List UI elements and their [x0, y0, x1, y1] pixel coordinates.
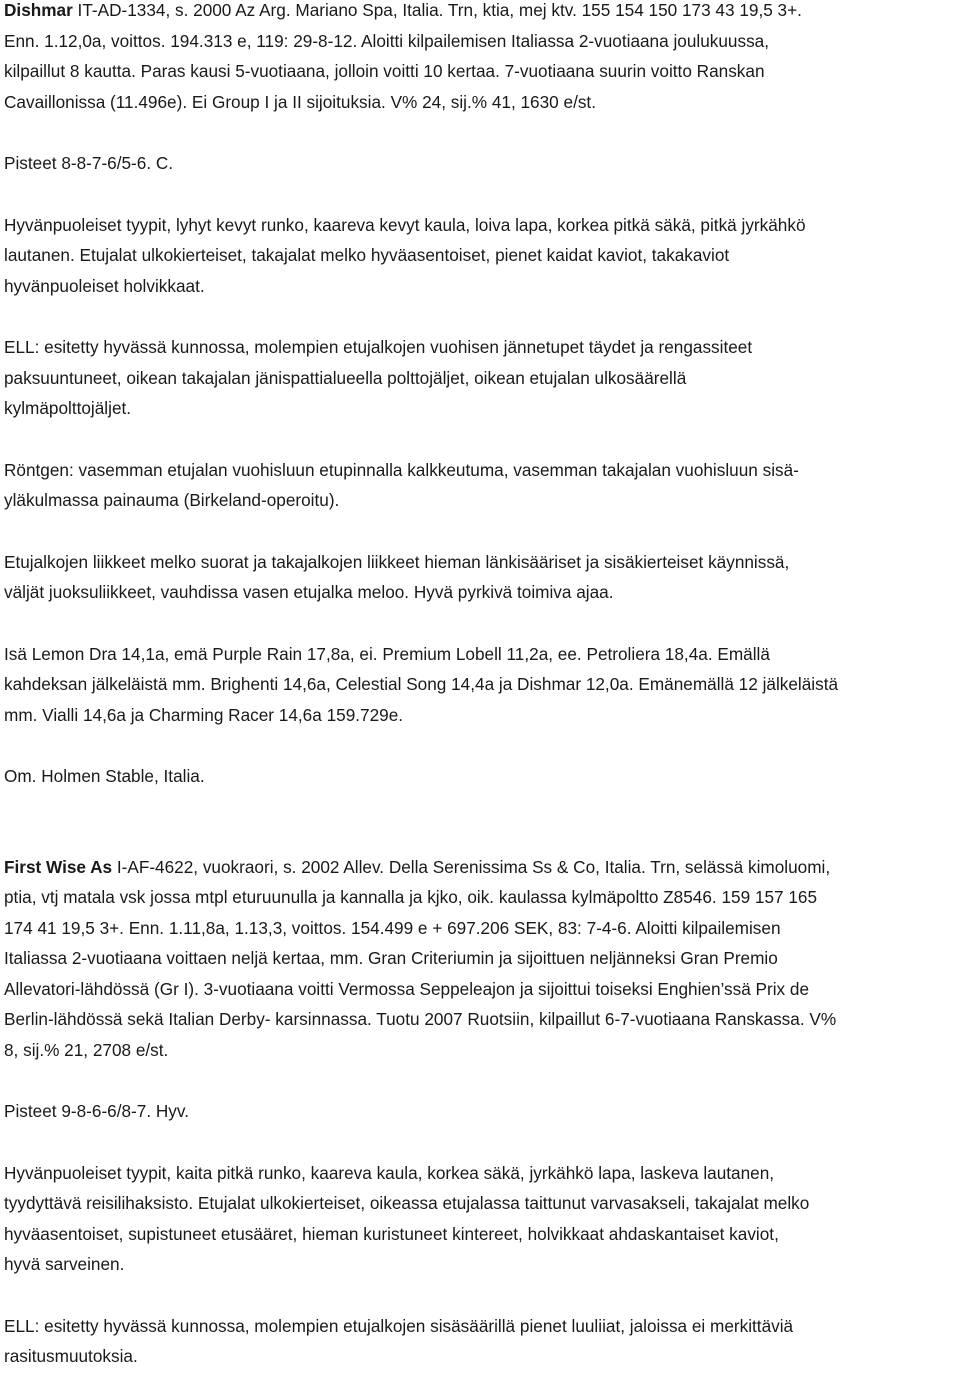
- horse2-intro-line: First Wise As I-AF-4622, vuokraori, s. 2002 Allev. Della Serenissima Ss & Co, Italia. Trn, selässä kimoluomi,: [4, 856, 831, 877]
- horse2-intro: First Wise As I-AF-4622, vuokraori, s. 2002 Allev. Della Serenissima Ss & Co, Italia. Trn, selässä kimoluomi, ptia, vtj matala vsk jossa mtpl eturuunulla ja kannalla ja kjko, oik. kaulassa kylmäpoltto Z8546. 159 157 165 174 41 19,5 3+. Enn. 1.11,8a, 1.13,3, voittos. 154.499 e + 697.206 SEK, 83: 7-4-6. Aloitti kilpailemisen Italiassa 2-vuotiaana voittaen neljä kertaa, mm. Gran Criteriumin ja sijoittuen neljänneksi Gran Premio Allevatori-lähdössä (Gr I). 3-vuotiaana voitti Vermossa Seppeleajon ja sijoittui toiseksi Enghien’ssä Prix de Berlin-lähdössä sekä Italian Derby- karsinnassa. Tuotu 2007 Ruotsiin, kilpaillut 6-7-vuotiaana Ranskassa. V% 8, sij.% 21, 2708 e/st.: [4, 852, 960, 1066]
- horse1-intro-line: kilpaillut 8 kautta. Paras kausi 5-vuotiaana, jolloin voitti 10 kertaa. 7-vuotiaana suurin voitto Ranskan: [4, 61, 765, 81]
- horse1-intro: [4, 0, 960, 117]
- horse1-pedigree: Isä Lemon Dra 14,1a, emä Purple Rain 17,8a, ei. Premium Lobell 11,2a, ee. Petroliera 18,4a. Emällä kahdeksan jälkeläistä mm. Brighenti 14,6a, Celestial Song 14,4a ja Dishmar 12,0a. Emänemällä 12 jälkeläistä mm. Vialli 14,6a ja Charming Racer 14,6a 159.729e.: [4, 643, 839, 725]
- horse2-type: Hyvänpuoleiset tyypit, kaita pitkä runko, kaareva kaula, korkea säkä, jyrkähkö lapa, laskeva lautanen, tyydyttävä reisilihaksisto. Etujalat ulkokierteiset, oikeassa etujalassa taittunut varvasakseli, takajalat melko hyväasentoiset, supistuneet etusääret, hieman kuristuneet kintereet, holvikkaat ahdaskantaiset kaviot, hyvä sarveinen.: [4, 1162, 810, 1274]
- horse1-type: Hyvänpuoleiset tyypit, lyhyt kevyt runko, kaareva kevyt kaula, loiva lapa, korkea pitkä säkä, pitkä jyrkähkö lautanen. Etujalat ulkokierteiset, takajalat melko hyväasentoiset, pienet kaidat kaviot, takakaviot hyvänpuoleiset holvikkaat.: [4, 214, 806, 296]
- horse1-intro-line: Cavaillonissa (11.496e). Ei Group I ja II sijoituksia. V% 24, sij.% 41, 1630 e/st.: [4, 91, 596, 112]
- horse1-intro-line: Enn. 1.12,0a, voittos. 194.313 e, 119: 29-8-12. Aloitti kilpailemisen Italiassa 2-vuotiaana joulukuussa,: [4, 30, 770, 51]
- horse1-movement: Etujalkojen liikkeet melko suorat ja takajalkojen liikkeet hieman länkisääriset ja sisäkierteiset käynnissä, väljät juoksuliikkeet, vauhdissa vasen etujalka meloo. Hyvä pyrkivä toimiva ajaa.: [4, 551, 790, 602]
- horse1-intro-line: Dishmar IT-AD-1334, s. 2000 Az Arg. Mariano Spa, Italia. Trn, ktia, mej ktv. 155 154 150 173 43 19,5 3+.: [4, 0, 802, 20]
- horse1-owner: Om. Holmen Stable, Italia.: [4, 766, 205, 786]
- document: [4, 0, 960, 1372]
- horse1-xray: Röntgen: vasemman etujalan vuohisluun etupinnalla kalkkeutuma, vasemman takajalan vuohisluun sisä- yläkulmassa painauma (Birkeland-operoitu).: [4, 459, 799, 510]
- horse1-ell: ELL: esitetty hyvässä kunnossa, molempien etujalkojen vuohisen jännetupet täydet ja rengassiteet paksuuntuneet, oikean takajalan jänispattialueella polttojäljet, oikean etujalan ulkosäärellä kylmäpolttojäljet.: [4, 337, 753, 418]
- horse2-name: First Wise As: [4, 856, 113, 877]
- horse1-name: Dishmar: [4, 0, 73, 20]
- horse2-scores: Pisteet 9-8-6-6/8-7. Hyv.: [4, 1101, 189, 1121]
- horse1-scores: Pisteet 8-8-7-6/5-6. C.: [4, 153, 174, 173]
- horse2-ell: ELL: esitetty hyvässä kunnossa, molempien etujalkojen sisäsäärillä pienet luuliiat, jaloissa ei merkittäviä rasitusmuutoksia.: [4, 1315, 794, 1366]
